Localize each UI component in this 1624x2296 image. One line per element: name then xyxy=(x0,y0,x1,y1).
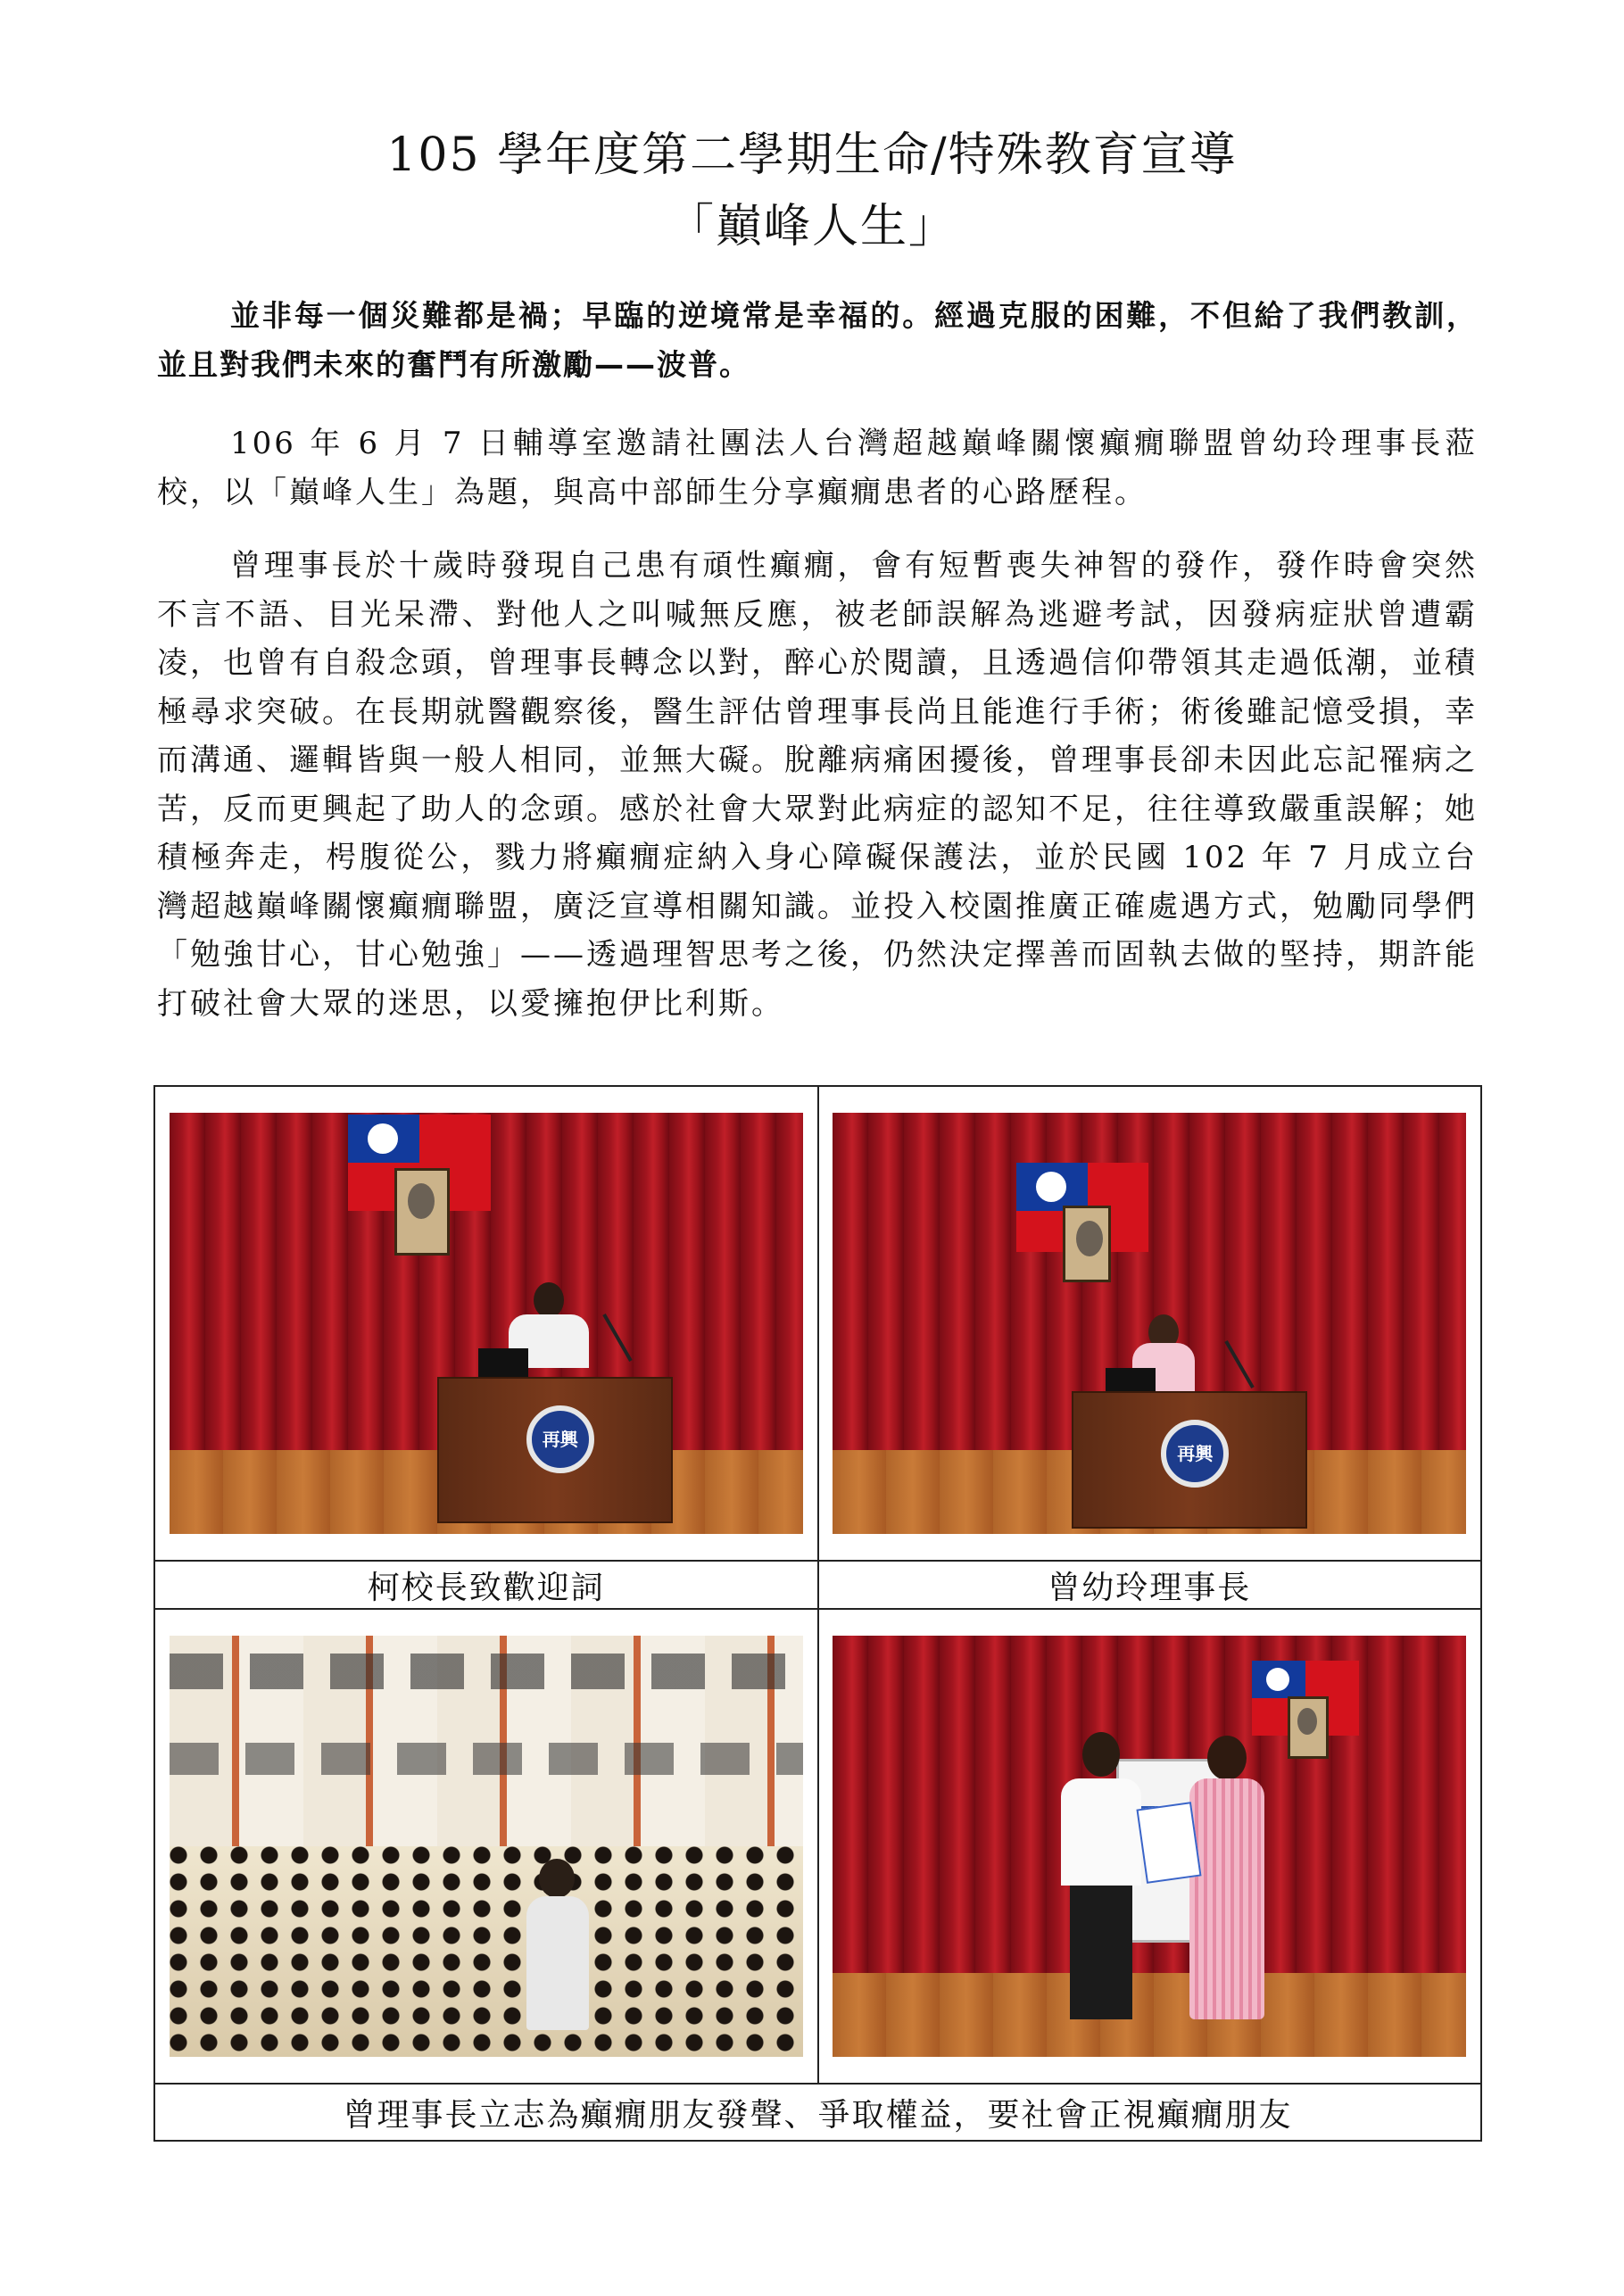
chairwoman-figure xyxy=(1207,1736,1247,1780)
certificate xyxy=(1137,1802,1202,1884)
stage-floor xyxy=(833,1973,1466,2057)
portrait-frame xyxy=(1063,1206,1111,1282)
photo-table xyxy=(153,1085,1482,2142)
photo-principal-speech xyxy=(170,1113,803,1534)
hall-windows xyxy=(170,1743,803,1775)
principal-figure xyxy=(1061,1778,1141,1886)
quote-paragraph: 並非每一個災難都是禍；早臨的逆境常是幸福的。經過克服的困難，不但給了我們教訓，並且對我們未來的奮鬥有所激勵——波普。 xyxy=(157,298,1478,382)
teacher-figure xyxy=(526,1896,589,2030)
page-subtitle: 「巔峰人生」 xyxy=(667,200,957,253)
page-title: 105 學年度第二學期生命/特殊教育宣導 xyxy=(386,128,1238,182)
podium xyxy=(437,1377,673,1523)
story-paragraph: 曾理事長於十歲時發現自己患有頑性癲癇，會有短暫喪失神智的發作，發作時會突然不言不語、目光呆滯、對他人之叫喊無反應，被老師誤解為逃避考試，因發病症狀曾遭霸凌，也曾有自殺念頭，曾理事長轉念以對，醉心於閱讀，且透過信仰帶領其走過低潮，並積極尋求突破。在長期就醫觀察後，醫生評估曾理事長尚且能進行手術；術後雖記憶受損，幸而溝通、邏輯皆與一般人相同，並無大礙。脫離病痛困擾後，曾理事長卻未因此忘記罹病之苦，反而更興起了助人的念頭。感於社會大眾對此病症的認知不足，往往導致嚴重誤解；她積極奔走，枵腹從公，戮力將癲癇症納入身心障礙保護法，並於民國 102 年 7 月成立台灣超越巔峰關懷癲癇聯盟，廣泛宣導相關知識。並投入校園推廣正確處遇方式，勉勵同學們「勉強甘心，甘心勉強」——透過理智思考之後，仍然決定擇善而固執去做的堅持，期許能打破社會大眾的迷思，以愛擁抱伊比利斯。 xyxy=(157,548,1478,1022)
photo-cell-chairwoman xyxy=(818,1086,1482,1561)
school-emblem-icon: 再興 xyxy=(1161,1420,1229,1488)
caption-chairwoman: 曾幼玲理事長 xyxy=(818,1561,1482,1609)
student-crowd xyxy=(170,1846,803,2057)
teacher-figure xyxy=(539,1859,575,1898)
photo-cell-award xyxy=(818,1609,1482,2084)
photo-cell-audience xyxy=(154,1609,818,2084)
photo-audience xyxy=(170,1636,803,2057)
principal-figure xyxy=(1082,1732,1120,1777)
hall-windows xyxy=(170,1654,803,1689)
photo-chairwoman-speech xyxy=(833,1113,1466,1534)
caption-principal: 柯校長致歡迎詞 xyxy=(154,1561,818,1609)
photo-cell-principal xyxy=(154,1086,818,1561)
intro-paragraph: 106 年 6 月 7 日輔導室邀請社團法人台灣超越巔峰關懷癲癇聯盟曾幼玲理事長蒞校，以「巔峰人生」為題，與高中部師生分享癲癇患者的心路歷程。 xyxy=(157,426,1478,510)
chairwoman-figure xyxy=(1189,1778,1264,2019)
photo-award xyxy=(833,1636,1466,2057)
monitor-icon xyxy=(478,1348,528,1379)
portrait-frame xyxy=(1288,1696,1329,1759)
school-emblem-icon: 再興 xyxy=(526,1405,594,1473)
podium xyxy=(1072,1391,1307,1529)
caption-summary: 曾理事長立志為癲癇朋友發聲、爭取權益，要社會正視癲癇朋友 xyxy=(154,2084,1481,2141)
portrait-frame xyxy=(394,1168,450,1256)
principal-figure xyxy=(1070,1886,1132,2019)
